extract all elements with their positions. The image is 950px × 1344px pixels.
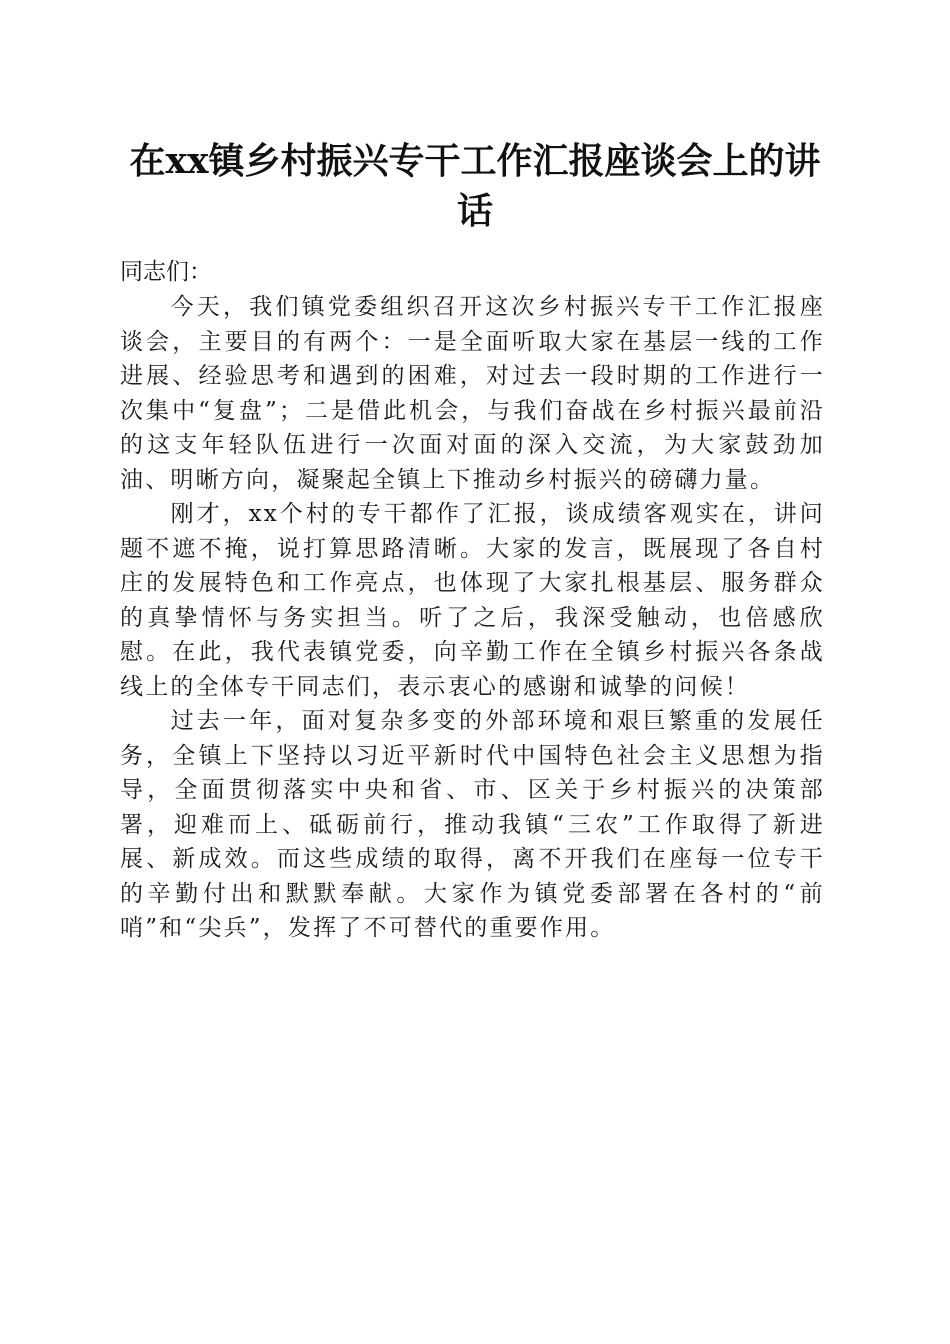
salutation: 同志们：: [120, 259, 212, 285]
paragraph-reports: 刚才，xx个村的专干都作了汇报，谈成绩客观实在，讲问题不遮不掩，说打算思路清晰。大家的发言，既展现了各自村庄的发展特色和工作亮点，也体现了大家扎根基层、服务群众的真挚情怀与务实担当。听了之后，我深受触动，也倍感欣慰。在此，我代表镇党委，向辛勤工作在全镇乡村振兴各条战线上的全体专干同志们，表示衷心的感谢和诚挚的问候！: [120, 501, 825, 700]
paragraph-opening: 今天，我们镇党委组织召开这次乡村振兴专干工作汇报座谈会，主要目的有两个：一是全面听取大家在基层一线的工作进展、经验思考和遇到的困难，对过去一段时期的工作进行一次集中“复盘”；二是借此机会，与我们奋战在乡村振兴最前沿的这支年轻队伍进行一次面对面的深入交流，为大家鼓劲加油、明晰方向，凝聚起全镇上下推动乡村振兴的磅礴力量。: [120, 294, 825, 493]
document-body: [120, 254, 825, 946]
paragraph-past-year: 过去一年，面对复杂多变的外部环境和艰巨繁重的发展任务，全镇上下坚持以习近平新时代中国特色社会主义思想为指导，全面贯彻落实中央和省、市、区关于乡村振兴的决策部署，迎难而上、砥砺前行，推动我镇“三农”工作取得了新进展、新成效。而这些成绩的取得，离不开我们在座每一位专干的辛勤付出和默默奉献。大家作为镇党委部署在各村的“前哨”和“尖兵”，发挥了不可替代的重要作用。: [120, 708, 825, 941]
document-title: 在xx镇乡村振兴专干工作汇报座谈会上的讲话: [129, 140, 821, 232]
